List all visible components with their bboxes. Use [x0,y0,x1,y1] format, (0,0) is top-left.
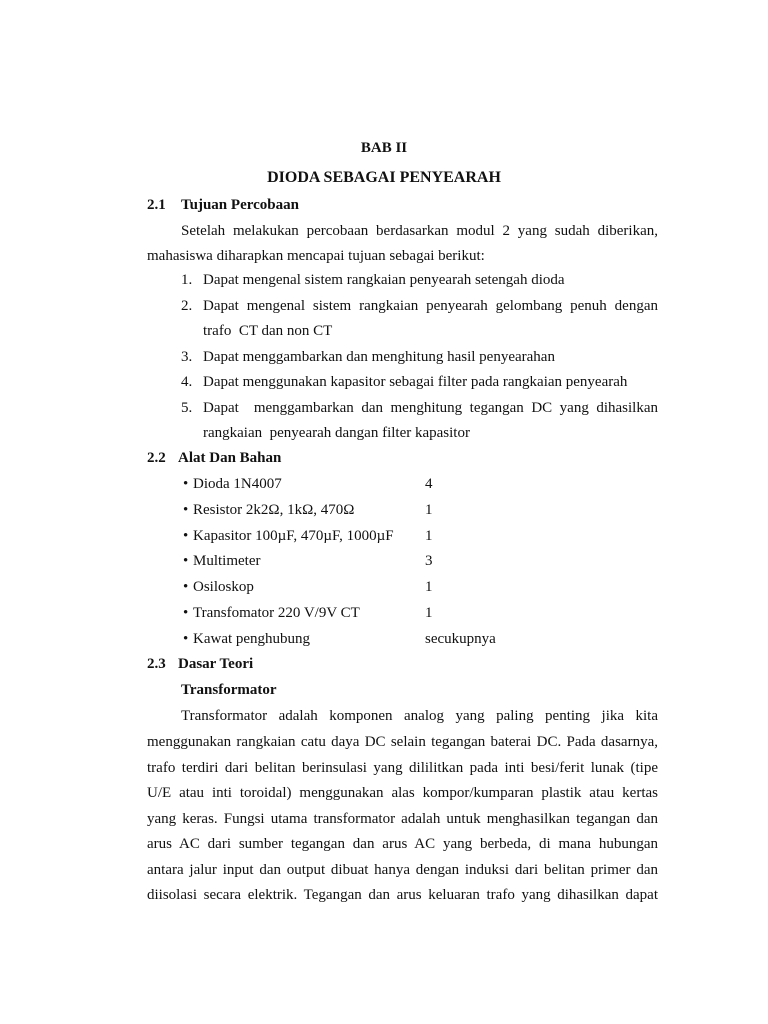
bullet-icon: • [183,631,189,647]
material-name: Kapasitor 100µF, 470µF, 1000µF [193,528,394,544]
list-item: Dapat mengenal sistem rangkaian penyearah setengah dioda [203,272,565,288]
paragraph-line: arus AC dari sumber tegangan dan arus AC yang berbeda, di mana hubungan [147,836,658,852]
bullet-icon: • [183,553,189,569]
paragraph-line: Setelah melakukan percobaan berdasarkan modul 2 yang sudah diberikan, [181,223,658,239]
material-qty: 1 [425,605,433,621]
material-name: Kawat penghubung [193,631,311,647]
list-number: 4. [181,374,193,390]
paragraph-line: antara jalur input dan output dibuat hanya dengan induksi dari belitan primer dan [147,862,658,878]
section-number-2-1: 2.1 [147,197,166,213]
material-name: Dioda 1N4007 [193,476,282,492]
paragraph-line: Transformator adalah komponen analog yang paling penting jika kita [181,708,658,724]
paragraph-line: trafo terdiri dari belitan berinsulasi yang dililitkan pada inti besi/ferit lunak (tipe [147,760,658,776]
paragraph-line: U/E atau inti toroidal) menggunakan alas kompor/kumparan plastik atau kertas [147,785,658,801]
list-number: 3. [181,349,193,365]
list-item: Dapat mengenal sistem rangkaian penyearah gelombang penuh dengan [203,298,658,314]
paragraph-line: mahasiswa diharapkan mencapai tujuan sebagai berikut: [147,248,485,264]
paragraph-line: yang keras. Fungsi utama transformator adalah untuk menghasilkan tegangan dan [147,811,658,827]
material-qty: secukupnya [425,631,496,647]
chapter-title: DIODA SEBAGAI PENYEARAH [267,169,501,186]
bullet-icon: • [183,502,189,518]
list-item-continuation: rangkaian penyearah dangan filter kapasitor [203,425,470,441]
material-name: Transfomator 220 V/9V CT [193,605,360,621]
list-item: Dapat menggambarkan dan menghitung hasil penyearahan [203,349,555,365]
list-number: 1. [181,272,193,288]
material-qty: 4 [425,476,433,492]
chapter-label: BAB II [360,140,408,156]
section-heading-2-1: Tujuan Percobaan [181,197,299,213]
list-number: 5. [181,400,193,416]
subheading: Transformator [181,682,277,698]
list-item: Dapat menggambarkan dan menghitung tegangan DC yang dihasilkan [203,400,658,416]
section-heading-2-3: Dasar Teori [178,656,254,672]
list-item-continuation: trafo CT dan non CT [203,323,333,339]
material-qty: 1 [425,502,433,518]
material-name: Multimeter [193,553,261,569]
section-heading-2-2: Alat Dan Bahan [178,450,282,466]
paragraph-line: diisolasi secara elektrik. Tegangan dan arus keluaran trafo yang dihasilkan dapat [147,887,658,903]
bullet-icon: • [183,605,189,621]
list-item: Dapat menggunakan kapasitor sebagai filter pada rangkaian penyearah [203,374,628,390]
list-number: 2. [181,298,193,314]
material-qty: 1 [425,528,433,544]
bullet-icon: • [183,528,189,544]
paragraph-line: menggunakan rangkaian catu daya DC selain tegangan baterai DC. Pada dasarnya, [147,734,658,750]
material-qty: 1 [425,579,433,595]
material-qty: 3 [425,553,433,569]
material-name: Osiloskop [193,579,254,595]
bullet-icon: • [183,476,189,492]
section-number-2-2: 2.2 [147,450,166,466]
material-name: Resistor 2k2Ω, 1kΩ, 470Ω [193,502,355,518]
bullet-icon: • [183,579,189,595]
section-number-2-3: 2.3 [147,656,166,672]
